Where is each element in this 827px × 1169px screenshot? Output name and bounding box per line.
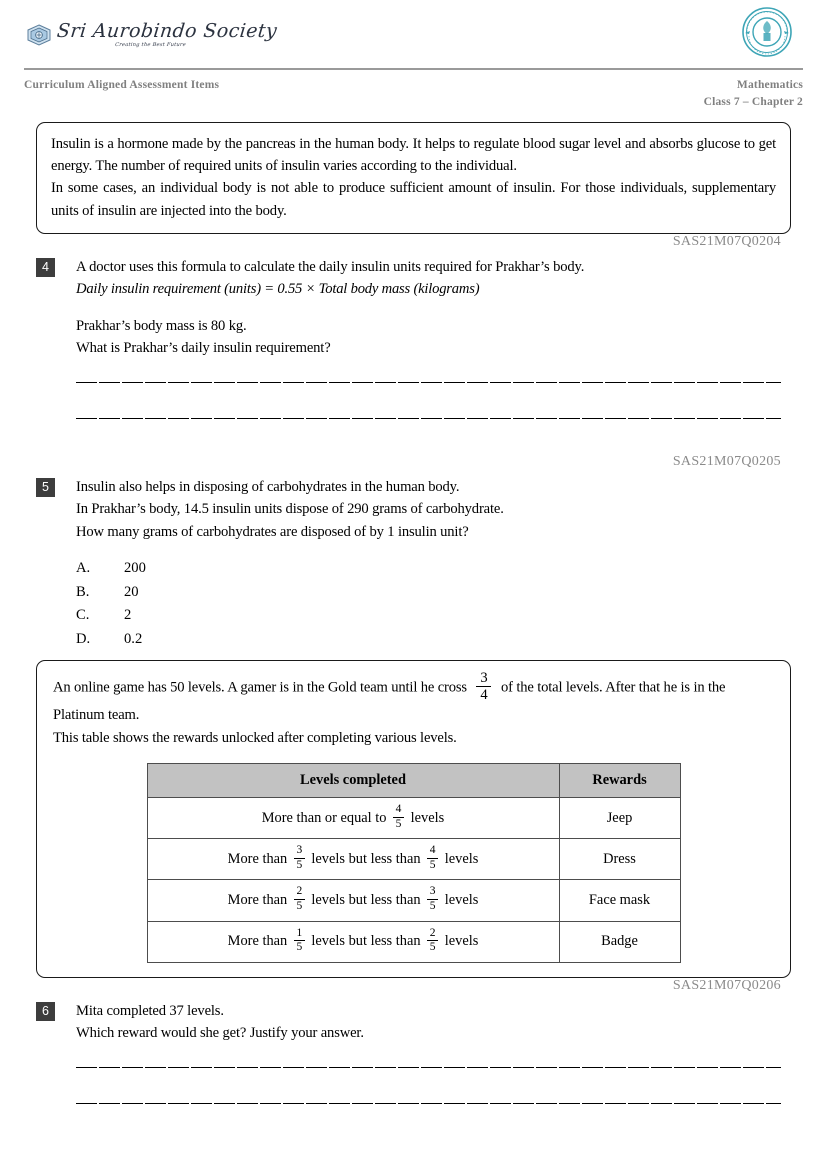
fraction-numerator: 3 [480,669,488,686]
fraction-numerator: 4 [395,803,402,816]
fraction [393,804,404,830]
option-c-letter: C. [76,607,90,624]
stimulus-game-text-b: of the total levels. After that he is in the Platinum team. [53,679,726,724]
table-row [147,798,680,839]
question-code-5: SAS21M07Q0205 [672,453,781,469]
question-6 [24,1000,803,1045]
question-code-4: SAS21M07Q0204 [672,233,781,249]
assessment-series-label: Curriculum Aligned Assessment Items [24,79,220,91]
fraction-denominator: 5 [296,900,303,913]
cell-levels-completed [147,880,559,921]
stimulus-insulin-paragraph-1: Insulin is a hormone made by the pancreas in the human body. It helps to regulate blood sugar level and absorbs glucose to get energy. The number of required units of insulin varies according to the individual. [51,136,776,175]
fraction-numerator: 1 [296,926,303,939]
question-4-line-3: What is Prakhar’s daily insulin requirement? [76,340,331,357]
cell-text: More than or equal to $\frac{4}{5}$ levels [261,803,445,830]
fraction [294,928,305,954]
fraction [427,845,438,871]
stimulus-game-text-c: This table shows the rewards unlocked after completing various levels. [53,729,457,746]
option-d-value: 0.2 [124,630,143,647]
fraction-numerator: 4 [429,844,436,857]
fraction-numerator: 3 [296,844,303,857]
question-5 [24,476,803,652]
cell-levels-completed [147,839,559,880]
fraction [427,928,438,954]
organization-logo [26,22,277,48]
table-row [147,880,680,921]
fraction [294,845,305,871]
question-4-formula: Daily insulin requirement (units) = 0.55 × Total body mass (kilograms) [76,281,480,298]
option-c-value: 2 [124,607,132,624]
stimulus-insulin-paragraph-2: In some cases, an individual body is not able to produce sufficient amount of insulin. For those individuals, supplementary units of insulin are injected into the body. [51,180,776,219]
fraction-numerator: 2 [429,926,436,939]
question-4-line-1: A doctor uses this formula to calculate the daily insulin units required for Prakhar’s body. [76,258,585,275]
column-header-rewards: Rewards [559,764,680,798]
stimulus-insulin [36,122,791,234]
society-emblem-icon [26,24,52,46]
fraction-denominator: 5 [429,858,436,871]
stimulus-game [36,660,791,978]
option-a[interactable] [76,557,781,581]
answer-area-4[interactable] [24,382,803,419]
logo-wordmark: Sri Aurobindo Society [55,20,279,42]
fraction [427,886,438,912]
page-header [24,0,803,62]
stimulus-game-intro [53,669,774,727]
fraction-denominator: 5 [296,858,303,871]
fraction-three-fourths [476,671,491,703]
fraction-numerator: 2 [296,885,303,898]
fraction-denominator: 5 [429,941,436,954]
answer-area-6[interactable] [24,1067,803,1104]
cell-reward: Face mask [559,880,680,921]
option-d-letter: D. [76,630,91,647]
fraction [294,886,305,912]
logo-tagline: Creating the Best Future [114,42,187,48]
cell-levels-completed [147,798,559,839]
fraction-denominator: 5 [296,941,303,954]
question-5-line-1: Insulin also helps in disposing of carbohydrates in the human body. [76,478,460,495]
cell-reward: Jeep [559,798,680,839]
answer-line[interactable] [76,1067,781,1068]
answer-line[interactable] [76,382,781,383]
subject-info [704,77,803,110]
fraction-denominator: 5 [395,817,402,830]
cell-text: More than $\frac{3}{5}$ levels but less than $\frac{4}{5}$ levels [227,844,479,871]
option-a-value: 200 [124,559,146,576]
question-5-line-2: In Prakhar’s body, 14.5 insulin units dispose of 290 grams of carbohydrate. [76,501,504,518]
question-code-6: SAS21M07Q0206 [672,977,781,993]
question-6-line-1: Mita completed 37 levels. [76,1002,224,1019]
fraction-denominator: 5 [429,900,436,913]
answer-line[interactable] [76,1103,781,1104]
cell-reward: Badge [559,921,680,962]
option-b-value: 20 [124,583,139,600]
question-number-6: 6 [36,1002,55,1021]
table-header-row [147,764,680,798]
stimulus-game-text-a: An online game has 50 levels. A gamer is in the Gold team until he cross [53,679,467,696]
spacer [76,301,781,315]
cell-text: More than $\frac{1}{5}$ levels but less than $\frac{2}{5}$ levels [227,926,479,954]
option-c[interactable] [76,604,781,628]
option-b-letter: B. [76,583,90,600]
cell-text: More than $\frac{2}{5}$ levels but less than $\frac{3}{5}$ levels [227,885,479,913]
option-d[interactable] [76,628,781,652]
question-4 [24,256,803,360]
question-4-line-2: Prakhar’s body mass is 80 kg. [76,317,247,334]
table-row [147,921,680,962]
option-b[interactable] [76,581,781,605]
option-a-letter: A. [76,559,91,576]
cell-levels-completed [147,921,559,962]
question-5-options [76,557,781,652]
fraction-denominator: 4 [480,687,488,704]
question-5-line-3: How many grams of carbohydrates are disposed of by 1 insulin unit? [76,523,469,540]
society-seal-icon [741,6,793,58]
column-header-levels: Levels completed [147,764,559,798]
fraction-numerator: 3 [429,885,436,898]
question-6-line-2: Which reward would she get? Justify your answer. [76,1025,364,1042]
rewards-table [147,763,681,963]
question-number-4: 4 [36,258,55,277]
header-meta [24,70,803,118]
table-row [147,839,680,880]
subject-label: Mathematics [736,79,803,91]
cell-reward: Dress [559,839,680,880]
answer-line[interactable] [76,418,781,419]
class-chapter-label: Class 7 – Chapter 2 [703,95,803,108]
question-number-5: 5 [36,478,55,497]
